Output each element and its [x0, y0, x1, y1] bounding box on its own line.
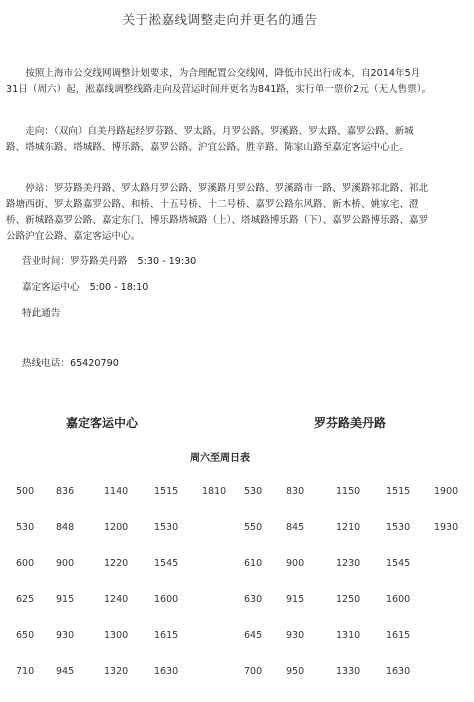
- time-cell: 836: [56, 486, 75, 497]
- time-cell: 1615: [154, 630, 179, 641]
- hours-row-1: [22, 253, 196, 267]
- hours-row-2: [22, 279, 148, 293]
- time-cell: 1630: [154, 666, 179, 677]
- time-cell: 1210: [336, 522, 361, 533]
- time-cell: 530: [244, 486, 263, 497]
- time-cell: 1530: [154, 522, 179, 533]
- time-cell: [434, 666, 474, 702]
- time-cell: 1515: [154, 486, 179, 497]
- time-cell: 500: [16, 486, 35, 497]
- time-cell: [202, 630, 242, 666]
- time-cell: 610: [244, 558, 263, 569]
- route-paragraph: 走向：（双向）自美丹路起经罗芬路、罗太路、月罗公路、罗溪路、罗太路、嘉罗公路、新城路、塔城东路、塔城路、博乐路、嘉罗公路、沪宜公路、胜辛路、陈家山路至嘉定客运中心止。: [6, 126, 414, 153]
- time-cell: [434, 594, 474, 630]
- time-cell: 830: [286, 486, 305, 497]
- time-cell: 630: [244, 594, 263, 605]
- time-cell: 1515: [386, 486, 411, 497]
- time-cell: 700: [244, 666, 263, 677]
- time-cell: 1310: [336, 630, 361, 641]
- time-cell: 1230: [336, 558, 361, 569]
- time-cell: 530: [16, 522, 35, 533]
- stops-paragraph: 停站：罗芬路美丹路、罗太路月罗公路、罗溪路月罗公路、罗溪路市一路、罗溪路祁北路、祁北路塘西街、罗太路嘉罗公路、和桥、十五号桥、十二号桥、嘉罗公路东风路、新木桥、姚家宅、澄桥、新城路嘉罗公路、嘉定东门、博乐路塔城路（上）、塔城路博乐路（下）、嘉罗公路博乐路、嘉罗公路沪宜公路、嘉定客运中心。: [6, 183, 429, 242]
- time-cell: 550: [244, 522, 263, 533]
- time-cell: [434, 558, 474, 594]
- time-cell: 1545: [154, 558, 179, 569]
- time-cell: 1930: [434, 522, 459, 533]
- time-cell: [202, 666, 242, 702]
- time-cell: 1320: [104, 666, 129, 677]
- hotline: 热线电话：65420790: [22, 358, 119, 369]
- time-cell: 600: [16, 558, 35, 569]
- time-cell: 915: [286, 594, 305, 605]
- time-cell: 1220: [104, 558, 129, 569]
- time-cell: 915: [56, 594, 75, 605]
- schedule-label: 周六至周日表: [190, 453, 250, 464]
- time-cell: 1545: [386, 558, 411, 569]
- notice-closing: 特此通告: [22, 308, 61, 319]
- hours-time: 5:00 - 18:10: [89, 282, 149, 293]
- time-cell: 1330: [336, 666, 361, 677]
- time-cell: [202, 522, 242, 558]
- time-cell: [202, 594, 242, 630]
- left-terminal-header: 嘉定客运中心: [66, 416, 139, 430]
- right-terminal-header: 罗芬路美丹路: [314, 416, 387, 430]
- time-cell: 1530: [386, 522, 411, 533]
- time-cell: 710: [16, 666, 35, 677]
- time-cell: 650: [16, 630, 35, 641]
- time-cell: 1240: [104, 594, 129, 605]
- time-cell: 1300: [104, 630, 129, 641]
- time-cell: 1600: [386, 594, 411, 605]
- intro-paragraph: 按照上海市公交线网调整计划要求，为合理配置公交线网，降低市民出行成本，自2014年5月31日（周六）起，淞嘉线调整线路走向及营运时间并更名为841路，实行单一票价2元（无人售票）。: [6, 68, 432, 95]
- hours-time: 5:30 - 19:30: [137, 256, 197, 267]
- hours-station: 嘉定客运中心: [22, 282, 80, 293]
- time-cell: [202, 558, 242, 594]
- time-cell: 900: [56, 558, 75, 569]
- time-cell: 930: [286, 630, 305, 641]
- time-cell: 1140: [104, 486, 129, 497]
- time-cell: 1900: [434, 486, 459, 497]
- left-timetable: [16, 486, 242, 702]
- time-cell: 1200: [104, 522, 129, 533]
- time-cell: 1630: [386, 666, 411, 677]
- time-cell: 1810: [202, 486, 227, 497]
- time-cell: 1615: [386, 630, 411, 641]
- time-cell: 1250: [336, 594, 361, 605]
- time-cell: 1150: [336, 486, 361, 497]
- time-cell: 848: [56, 522, 75, 533]
- time-cell: 625: [16, 594, 35, 605]
- time-cell: 1600: [154, 594, 179, 605]
- time-cell: 645: [244, 630, 263, 641]
- time-cell: 845: [286, 522, 305, 533]
- right-timetable: [244, 486, 474, 702]
- time-cell: 950: [286, 666, 305, 677]
- time-cell: 900: [286, 558, 305, 569]
- notice-title: 关于淞嘉线调整走向并更名的通告: [122, 12, 318, 27]
- hours-label: 营业时间：: [22, 256, 70, 267]
- time-cell: [434, 630, 474, 666]
- time-cell: 930: [56, 630, 75, 641]
- time-cell: 945: [56, 666, 75, 677]
- hours-station: 罗芬路美丹路: [69, 256, 128, 267]
